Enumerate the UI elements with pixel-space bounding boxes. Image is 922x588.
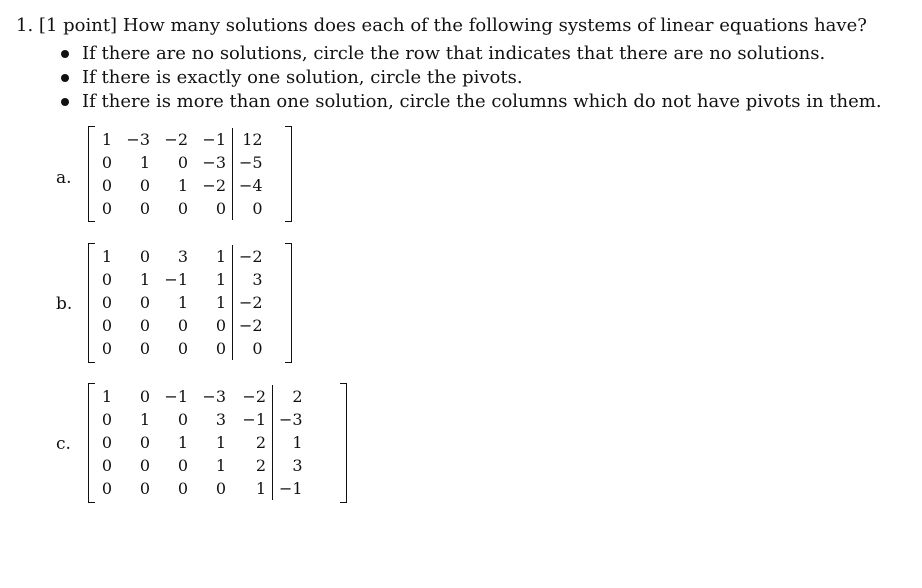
matrix-row [92,337,269,360]
matrix-cell: −3 [202,387,226,406]
matrix-cell: 1 [177,176,188,195]
matrix-cell: 0 [101,199,112,218]
bullet-icon [61,74,69,82]
question-line [16,14,867,38]
matrix-cell: 0 [233,337,269,360]
matrix-cell: 1 [215,270,226,289]
matrix-cell: 0 [101,339,112,358]
matrix-cell: 0 [101,456,112,475]
matrix-cell: 3 [273,454,309,477]
matrix-cell: 3 [233,268,269,291]
instruction-item [58,90,882,114]
instruction-list [58,42,882,114]
matrix-cell: −2 [242,387,266,406]
matrix-cell: 1 [215,247,226,266]
matrix-cell: −2 [233,291,269,314]
matrix-cell: −3 [202,153,226,172]
matrix-cell: 1 [215,456,226,475]
matrix-cell: 1 [177,433,188,452]
matrix-row [92,477,309,500]
matrix-cell: 0 [139,387,150,406]
matrix-row [92,385,309,408]
matrix-cell: 0 [177,339,188,358]
matrix-cell: 1 [139,270,150,289]
bullet-icon [61,98,69,106]
matrix-cell: 1 [215,293,226,312]
matrix-cell: −4 [233,174,269,197]
matrix-cell: 0 [139,339,150,358]
question-number: 1. [16,15,34,36]
matrix-row [92,454,309,477]
matrix-cell: 0 [101,316,112,335]
matrix-cell: 3 [177,247,188,266]
matrix-cell: 0 [101,479,112,498]
system-a-matrix [92,128,269,220]
matrix-cell: 0 [215,339,226,358]
matrix-cell: −2 [233,245,269,268]
matrix-cell: 12 [233,128,269,151]
system-b-label: b. [56,294,73,314]
matrix-cell: 0 [101,293,112,312]
matrix-cell: −1 [242,410,266,429]
matrix-cell: 1 [139,410,150,429]
matrix-cell: −1 [164,387,188,406]
matrix-cell: 0 [233,197,269,220]
matrix-cell: −1 [273,477,309,500]
instruction-text: If there is exactly one solution, circle the pivots. [82,67,523,88]
matrix-cell: 3 [215,410,226,429]
matrix-cell: −1 [164,270,188,289]
matrix-cell: 2 [273,385,309,408]
matrix-row [92,431,309,454]
matrix-cell: 1 [139,153,150,172]
matrix-cell: 1 [101,387,112,406]
matrix-cell: −3 [273,408,309,431]
matrix-cell: −2 [164,130,188,149]
matrix-cell: −1 [202,130,226,149]
matrix-row [92,197,269,220]
bullet-icon [61,50,69,58]
system-c-label: c. [56,434,71,454]
matrix-cell: 0 [101,410,112,429]
matrix-row [92,408,309,431]
instruction-text: If there is more than one solution, circle the columns which do not have pivots in them. [82,91,882,112]
matrix-row [92,314,269,337]
system-c-matrix [92,385,309,500]
matrix-cell: −3 [126,130,150,149]
matrix-cell: −2 [202,176,226,195]
question-text: How many solutions does each of the following systems of linear equations have? [122,15,867,36]
matrix-cell: 0 [139,199,150,218]
matrix-cell: 0 [177,153,188,172]
matrix-cell: 1 [177,293,188,312]
matrix-cell: 1 [101,130,112,149]
matrix-cell: 0 [139,456,150,475]
matrix-cell: 0 [215,316,226,335]
matrix-cell: 0 [215,199,226,218]
matrix-row [92,128,269,151]
matrix-cell: 0 [139,479,150,498]
matrix-row [92,151,269,174]
matrix-row [92,268,269,291]
matrix-cell: 0 [101,270,112,289]
instruction-item [58,42,882,66]
question-points: [1 point] [38,15,118,36]
matrix-cell: 0 [177,456,188,475]
matrix-cell: −5 [233,151,269,174]
matrix-cell: 0 [177,316,188,335]
matrix-cell: 0 [177,199,188,218]
matrix-cell: 0 [139,247,150,266]
matrix-cell: −2 [233,314,269,337]
system-a-right-bracket [285,126,292,222]
matrix-row [92,174,269,197]
matrix-row [92,245,269,268]
matrix-cell: 0 [215,479,226,498]
matrix-cell: 0 [139,293,150,312]
matrix-cell: 0 [101,433,112,452]
matrix-row [92,291,269,314]
matrix-cell: 0 [101,176,112,195]
matrix-cell: 1 [101,247,112,266]
matrix-cell: 2 [255,456,266,475]
system-b-right-bracket [285,243,292,363]
system-b-matrix [92,245,269,360]
system-c-right-bracket [340,383,347,503]
instruction-text: If there are no solutions, circle the row that indicates that there are no solutions. [82,43,826,64]
matrix-cell: 1 [215,433,226,452]
matrix-cell: 2 [255,433,266,452]
matrix-cell: 0 [177,479,188,498]
system-a-label: a. [56,168,72,188]
matrix-cell: 1 [273,431,309,454]
matrix-cell: 0 [139,316,150,335]
matrix-cell: 0 [139,176,150,195]
matrix-cell: 0 [101,153,112,172]
matrix-cell: 1 [255,479,266,498]
matrix-cell: 0 [139,433,150,452]
instruction-item [58,66,882,90]
matrix-cell: 0 [177,410,188,429]
